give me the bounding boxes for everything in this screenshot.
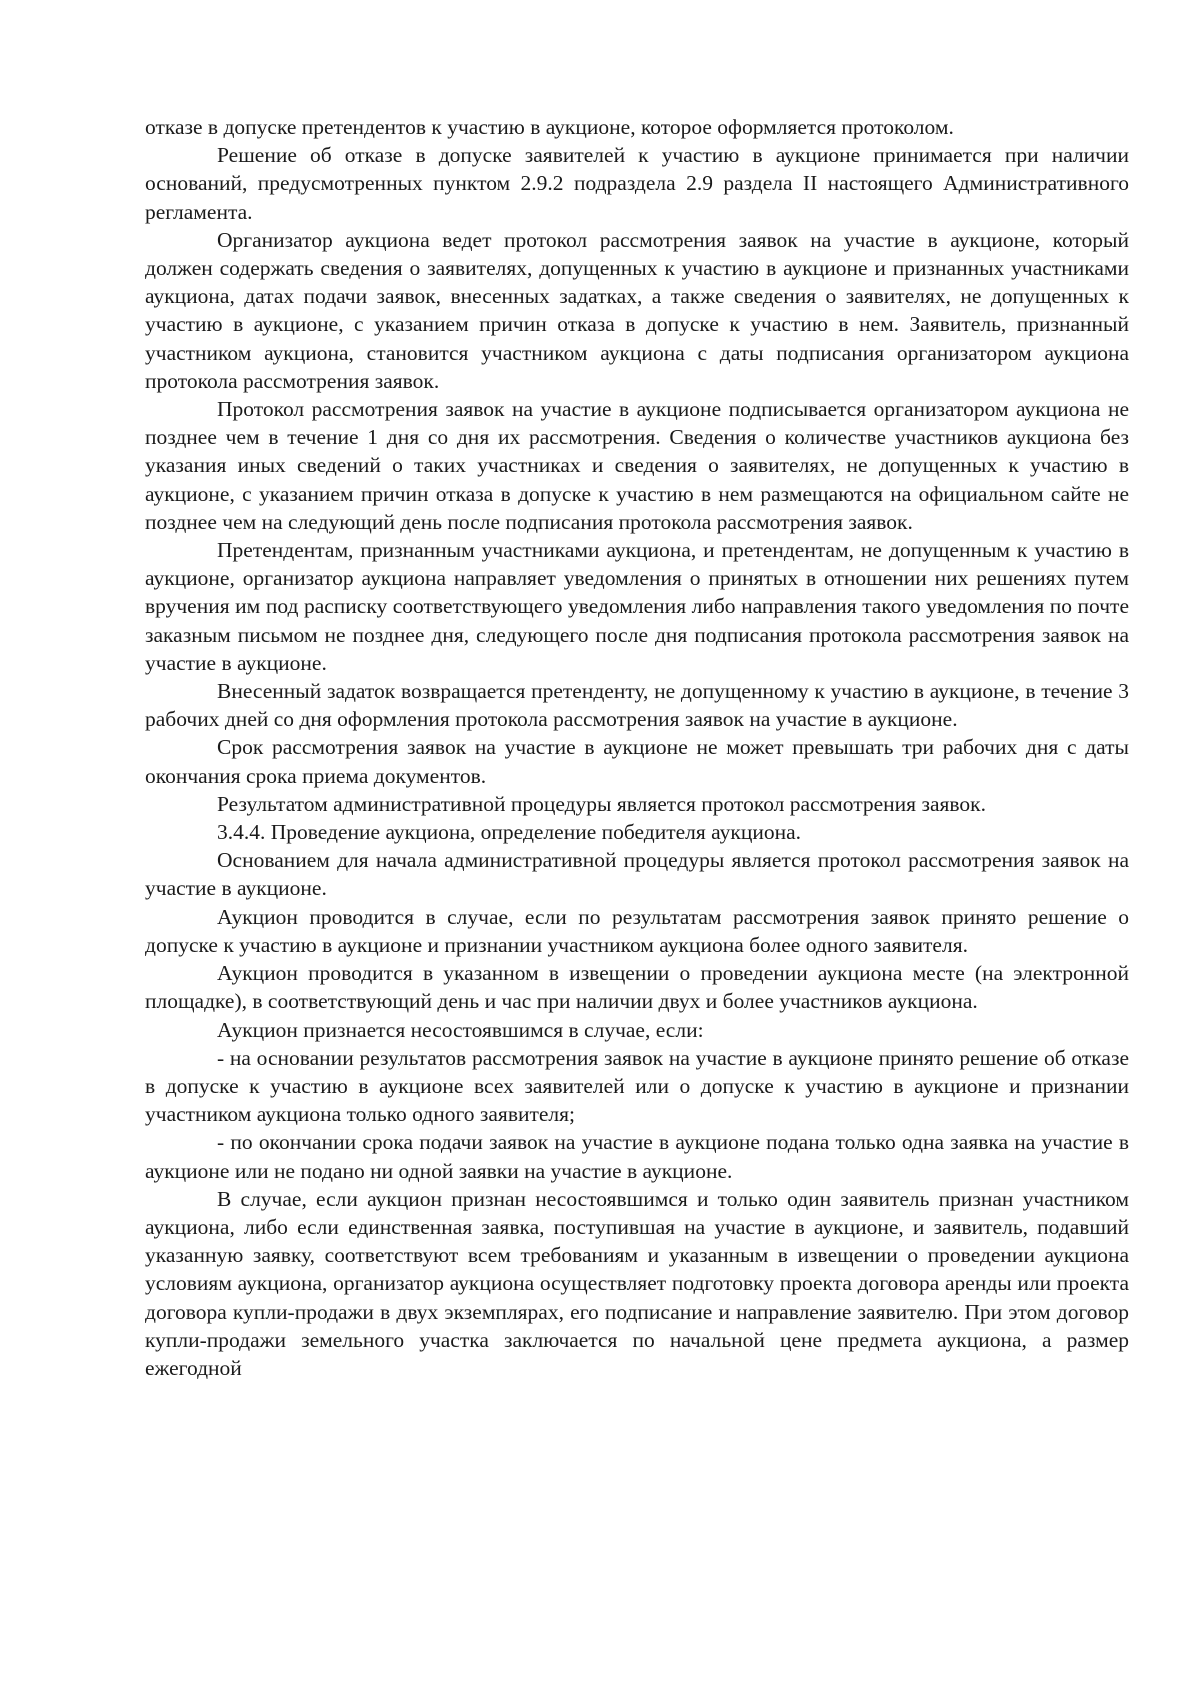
paragraph-refusal-decision: Решение об отказе в допуске заявителей к участию в аукционе принимается при наличии оснований, предусмотренных пунктом 2.9.2 подраздела 2.9 раздела II настоящего Административного регламента. [145, 143, 1129, 224]
paragraph-notifications: Претендентам, признанным участниками аукциона, и претендентам, не допущенным к участию в аукционе, организатор аукциона направляет уведомления о принятых в отношении них решениях путем вручения им под расписку соответствующего уведомления либо направления такого уведомления по почте заказным письмом не позднее дня, следующего после дня подписания протокола рассмотрения заявок на участие в аукционе. [145, 538, 1129, 675]
paragraph-auction-failed-intro: Аукцион признается несостоявшимся в случае, если: [217, 1017, 704, 1042]
section-heading-3-4-4: 3.4.4. Проведение аукциона, определение победителя аукциона. [217, 820, 802, 845]
document-body [145, 113, 1129, 1382]
paragraph-procedure-result: Результатом административной процедуры является протокол рассмотрения заявок. [217, 791, 986, 816]
paragraph-procedure-basis: Основанием для начала административной процедуры является протокол рассмотрения заявок на участие в аукционе. [145, 848, 1129, 901]
paragraph-protocol-signing: Протокол рассмотрения заявок на участие в аукционе подписывается организатором аукциона не позднее чем в течение 1 дня со дня их рассмотрения. Сведения о количестве участников аукциона без указания иных сведений о таких участниках и сведения о заявителях, не допущенных к участию в аукционе, с указанием причин отказа в допуске к участию в нем размещаются на официальном сайте не позднее чем на следующий день после подписания протокола рассмотрения заявок. [145, 397, 1129, 534]
paragraph-deposit-return: Внесенный задаток возвращается претенденту, не допущенному к участию в аукционе, в течение 3 рабочих дней со дня оформления протокола рассмотрения заявок на участие в аукционе. [145, 679, 1129, 732]
paragraph-review-period: Срок рассмотрения заявок на участие в аукционе не может превышать три рабочих дня с даты окончания срока приема документов. [145, 735, 1129, 788]
paragraph-auction-condition: Аукцион проводится в случае, если по результатам рассмотрения заявок принято решение о допуске к участию в аукционе и признании участником аукциона более одного заявителя. [145, 904, 1129, 957]
paragraph-single-participant: В случае, если аукцион признан несостоявшимся и только один заявитель признан участником аукциона, либо если единственная заявка, поступившая на участие в аукционе, и заявитель, подавший указанную заявку, соответствуют всем требованиям и указанным в извещении о проведении аукциона условиям аукциона, организатор аукциона осуществляет подготовку проекта договора аренды или проекта договора купли-продажи в двух экземплярах, его подписание и направление заявителю. При этом договор купли-продажи земельного участка заключается по начальной цене предмета аукциона, а размер ежегодной [145, 1186, 1129, 1380]
list-item-failed-reason-1: - на основании результатов рассмотрения заявок на участие в аукционе принято решение об отказе в допуске к участию в аукционе всех заявителей или о допуске к участию в аукционе и признании участником аукциона только одного заявителя; [145, 1045, 1129, 1127]
paragraph-auction-place: Аукцион проводится в указанном в извещении о проведении аукциона месте (на электронной площадке), в соответствующий день и час при наличии двух и более участников аукциона. [145, 961, 1129, 1014]
list-item-failed-reason-2: - по окончании срока подачи заявок на участие в аукционе подана только одна заявка на участие в аукционе или не подано ни одной заявки на участие в аукционе. [145, 1130, 1129, 1183]
paragraph-organizer-protocol: Организатор аукциона ведет протокол рассмотрения заявок на участие в аукционе, который должен содержать сведения о заявителях, допущенных к участию в аукционе и признанных участниками аукциона, датах подачи заявок, внесенных задатках, а также сведения о заявителях, не допущенных к участию в аукционе, с указанием причин отказа в допуске к участию в нем. Заявитель, признанный участником аукциона, становится участником аукциона с даты подписания организатором аукциона протокола рассмотрения заявок. [145, 227, 1129, 393]
paragraph-continuation: отказе в допуске претендентов к участию в аукционе, которое оформляется протоколом. [145, 115, 954, 139]
